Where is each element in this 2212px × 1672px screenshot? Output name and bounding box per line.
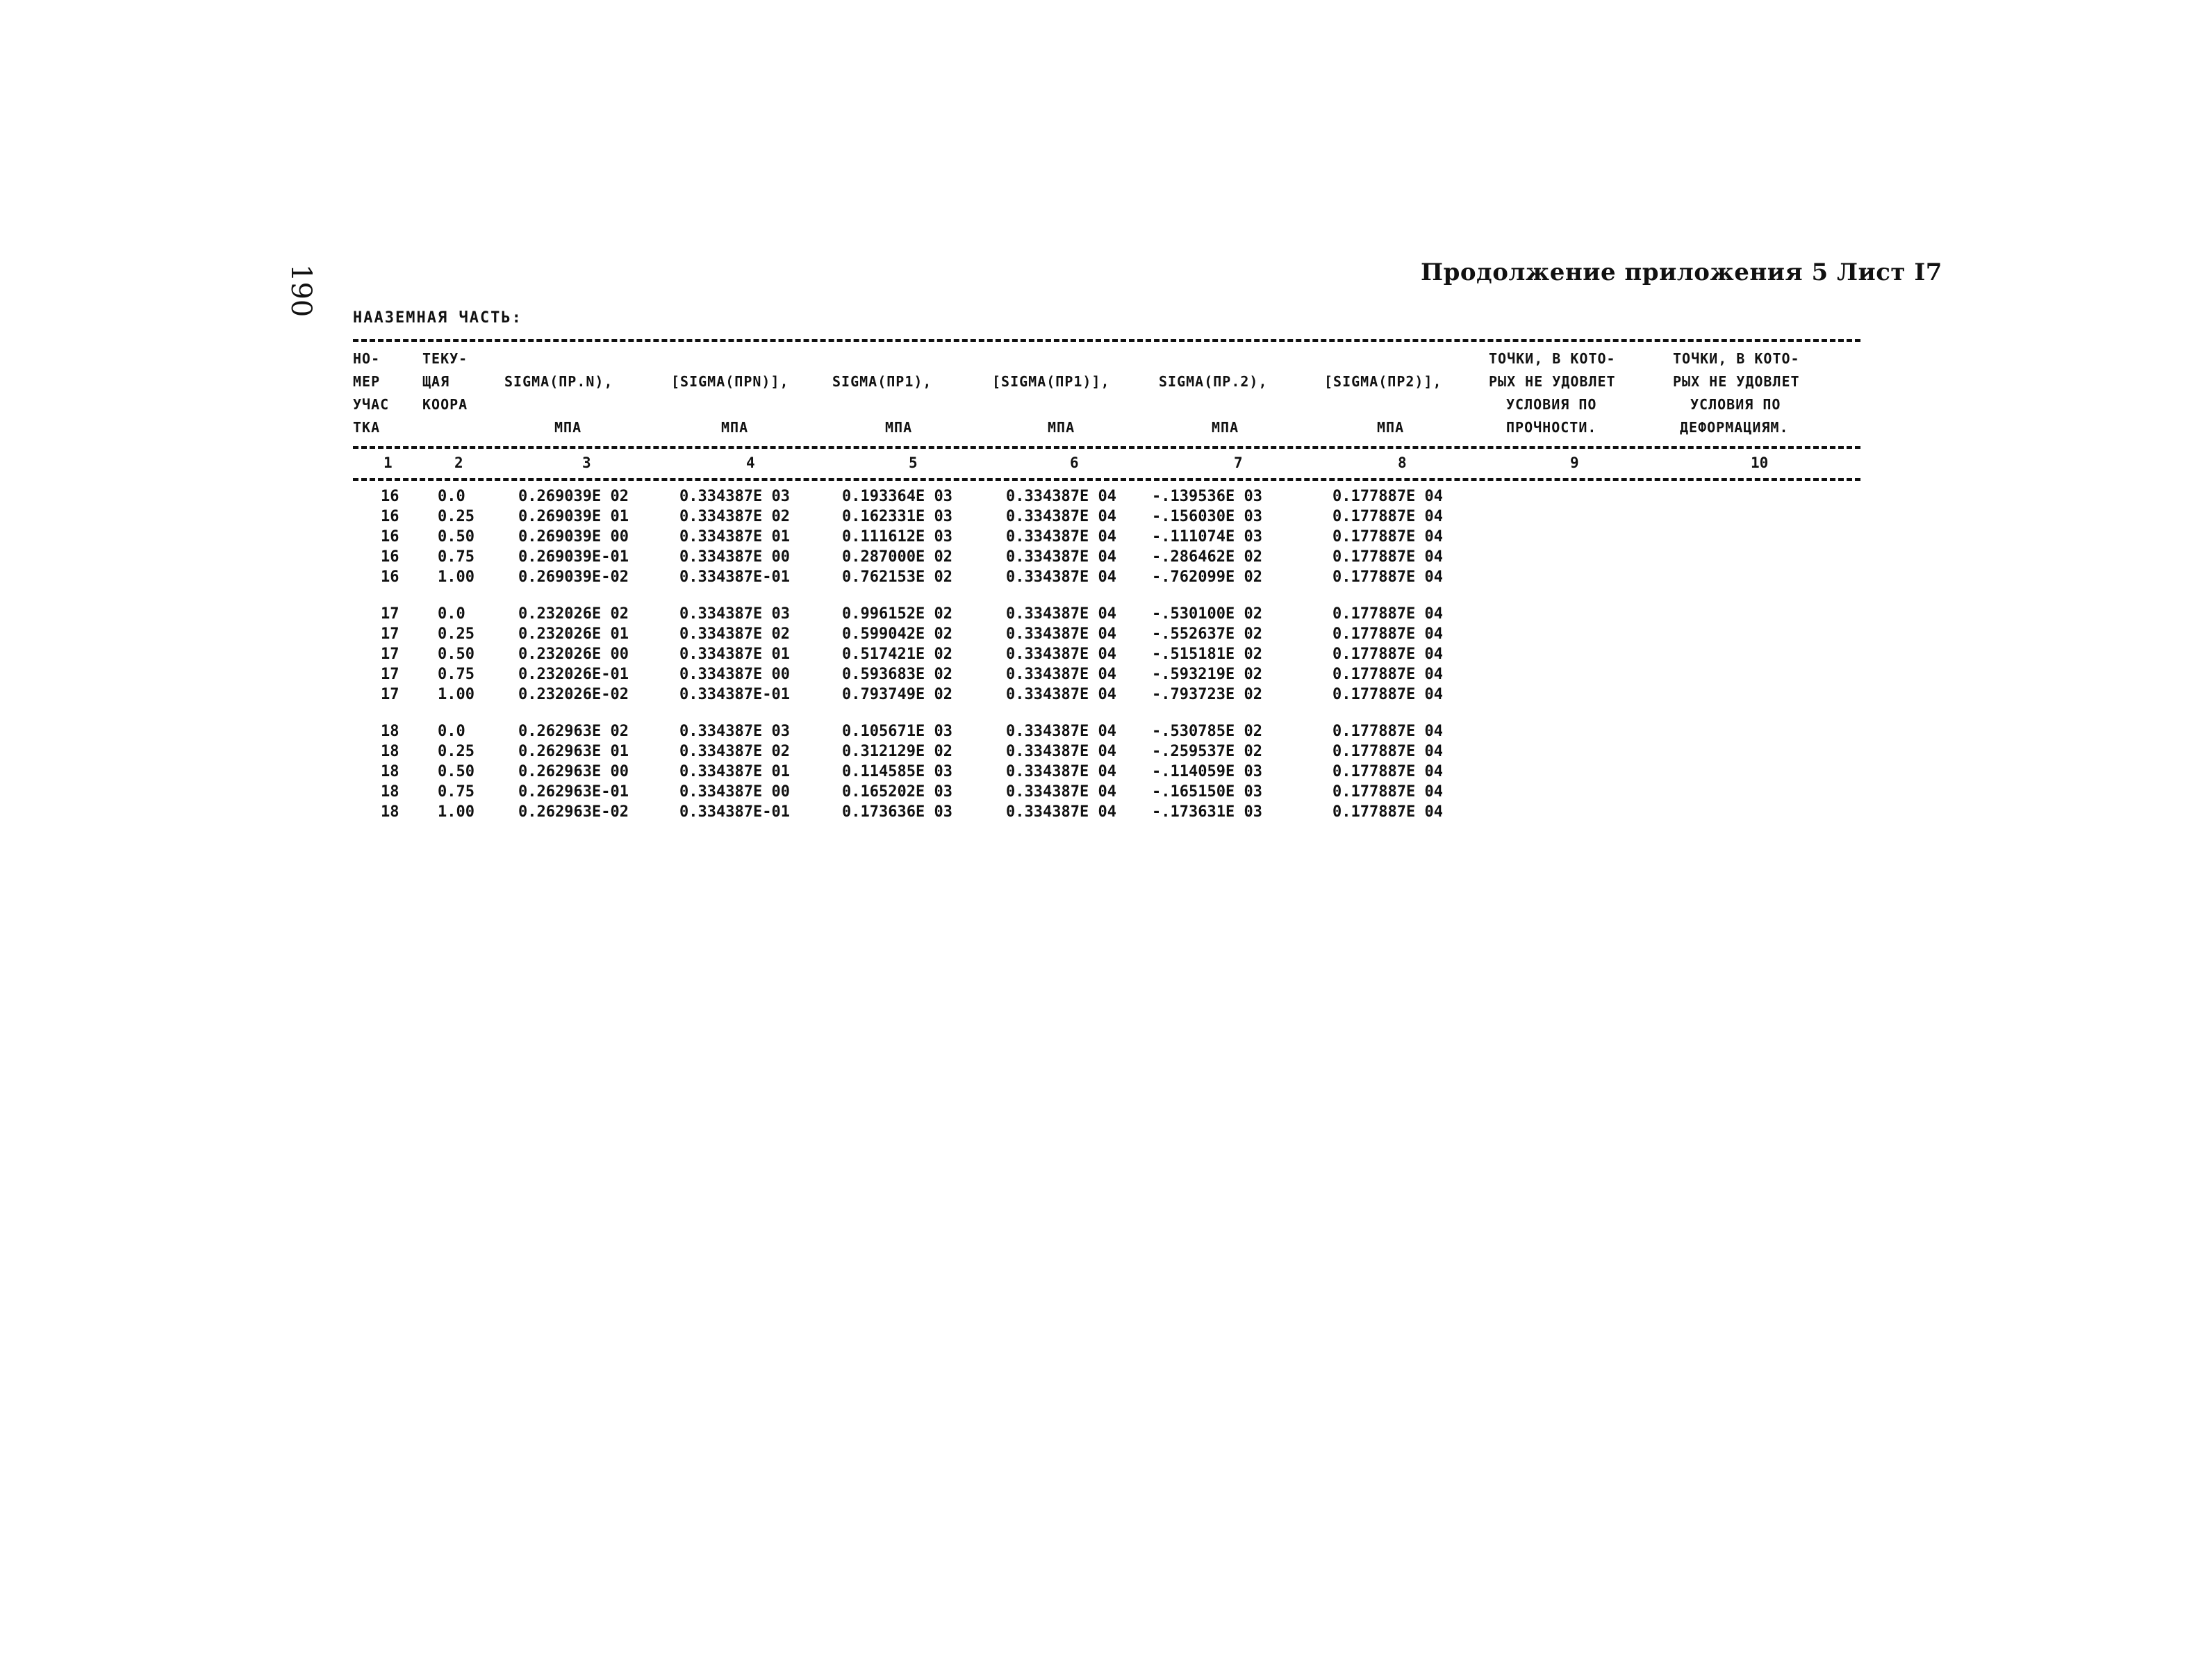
table-cell: 0.517421E 02: [842, 646, 952, 663]
table-cell: -.111074E 03: [1152, 528, 1262, 546]
table-cell: 0.50: [438, 646, 474, 663]
table-cell: -.793723E 02: [1152, 686, 1262, 703]
table-cell: 0.193364E 03: [842, 488, 952, 505]
table-cell: 0.111612E 03: [842, 528, 952, 546]
table-cell: 0.177887E 04: [1332, 548, 1443, 566]
table-cell: 0.334387E 00: [679, 783, 790, 801]
table-cell: -.552637E 02: [1152, 625, 1262, 643]
table-cell: 0.262963E-02: [518, 803, 629, 821]
header-col9-line1: ТОЧКИ, В КОТО-: [1489, 350, 1616, 367]
table-header: [353, 342, 1860, 446]
table-row: [353, 666, 1860, 686]
table-cell: 0.177887E 04: [1332, 686, 1443, 703]
table-cell: 0.177887E 04: [1332, 763, 1443, 780]
col-index: 1: [383, 454, 393, 471]
table-cell: 0.334387E 02: [679, 743, 790, 760]
table-cell: 0.177887E 04: [1332, 528, 1443, 546]
page-number: 190: [285, 264, 317, 318]
table-row: [353, 743, 1860, 763]
header-col1-line2: МЕР: [353, 373, 381, 390]
table-cell: 0.269039E-02: [518, 568, 629, 586]
table-cell: -.259537E 02: [1152, 743, 1262, 760]
table-cell: 1.00: [438, 803, 474, 821]
table-cell: 0.334387E 04: [1006, 488, 1116, 505]
header-col10-line1: ТОЧКИ, В КОТО-: [1673, 350, 1800, 367]
table-row: [353, 803, 1860, 823]
row-group: [353, 605, 1860, 706]
table-row: [353, 686, 1860, 706]
table-cell: -.173631E 03: [1152, 803, 1262, 821]
table-cell: 0.162331E 03: [842, 508, 952, 525]
table-row: [353, 723, 1860, 743]
table-cell: 0.50: [438, 763, 474, 780]
table-cell: 0.793749E 02: [842, 686, 952, 703]
table-cell: 0.334387E 04: [1006, 723, 1116, 740]
table-cell: 0.334387E 04: [1006, 508, 1116, 525]
table-cell: 0.177887E 04: [1332, 666, 1443, 683]
table-cell: 1.00: [438, 686, 474, 703]
col-index: 10: [1751, 454, 1769, 471]
results-table: [353, 339, 1860, 840]
table-cell: 0.334387E 01: [679, 763, 790, 780]
column-index-row: [353, 449, 1860, 478]
header-col4-line1: [SIGMA(ПРN)],: [671, 373, 789, 390]
table-cell: 0.334387E 01: [679, 528, 790, 546]
table-cell: 0.75: [438, 548, 474, 566]
table-cell: 0.177887E 04: [1332, 508, 1443, 525]
col-index: 7: [1234, 454, 1243, 471]
table-cell: 0.232026E-02: [518, 686, 629, 703]
table-cell: 0.177887E 04: [1332, 568, 1443, 586]
row-group: [353, 488, 1860, 589]
table-cell: 0.25: [438, 625, 474, 643]
table-cell: 16: [381, 488, 399, 505]
col-index: 6: [1070, 454, 1079, 471]
table-cell: -.762099E 02: [1152, 568, 1262, 586]
table-cell: 0.177887E 04: [1332, 605, 1443, 623]
table-cell: 0.334387E 02: [679, 625, 790, 643]
table-cell: 0.177887E 04: [1332, 488, 1443, 505]
table-cell: 16: [381, 548, 399, 566]
table-cell: -.593219E 02: [1152, 666, 1262, 683]
header-col9-line2: РЫХ НЕ УДОВЛЕТ: [1489, 373, 1616, 390]
table-cell: 17: [381, 625, 399, 643]
table-cell: -.515181E 02: [1152, 646, 1262, 663]
table-cell: 0.334387E 04: [1006, 605, 1116, 623]
table-cell: 0.334387E 03: [679, 723, 790, 740]
header-col10-line3: УСЛОВИЯ ПО: [1690, 396, 1781, 413]
table-cell: 0.996152E 02: [842, 605, 952, 623]
table-cell: 17: [381, 686, 399, 703]
table-cell: 0.177887E 04: [1332, 723, 1443, 740]
table-cell: 17: [381, 605, 399, 623]
table-cell: 0.0: [438, 488, 465, 505]
table-cell: 0.177887E 04: [1332, 743, 1443, 760]
header-col10-line2: РЫХ НЕ УДОВЛЕТ: [1673, 373, 1800, 390]
table-cell: 0.334387E 03: [679, 488, 790, 505]
table-cell: 0.334387E 01: [679, 646, 790, 663]
table-row: [353, 508, 1860, 528]
table-cell: -.165150E 03: [1152, 783, 1262, 801]
header-col5-line2: МПА: [885, 419, 913, 436]
table-cell: 0.334387E 03: [679, 605, 790, 623]
table-row: [353, 763, 1860, 783]
table-cell: 0.334387E 00: [679, 666, 790, 683]
table-cell: 18: [381, 723, 399, 740]
table-cell: 0.334387E 04: [1006, 803, 1116, 821]
table-cell: 0.269039E 00: [518, 528, 629, 546]
header-col4-line2: МПА: [721, 419, 749, 436]
table-row: [353, 488, 1860, 508]
table-cell: 0.0: [438, 723, 465, 740]
header-col2-line1: ТЕКУ-: [422, 350, 468, 367]
header-col3-line2: МПА: [554, 419, 582, 436]
table-cell: 0.177887E 04: [1332, 783, 1443, 801]
section-title: НААЗЕМНАЯ ЧАСТЬ:: [353, 309, 522, 327]
table-cell: 0.262963E-01: [518, 783, 629, 801]
table-cell: 0.25: [438, 743, 474, 760]
table-cell: 0.334387E 04: [1006, 743, 1116, 760]
table-cell: -.286462E 02: [1152, 548, 1262, 566]
table-cell: 0.262963E 00: [518, 763, 629, 780]
table-cell: 0.25: [438, 508, 474, 525]
table-cell: -.114059E 03: [1152, 763, 1262, 780]
table-cell: -.139536E 03: [1152, 488, 1262, 505]
table-cell: 0.262963E 01: [518, 743, 629, 760]
header-col1-line4: ТКА: [353, 419, 381, 436]
table-cell: 0.75: [438, 783, 474, 801]
header-col1-line3: УЧАС: [353, 396, 390, 413]
table-cell: 16: [381, 528, 399, 546]
col-index: 2: [454, 454, 463, 471]
table-cell: 0.334387E-01: [679, 568, 790, 586]
table-cell: 0.287000E 02: [842, 548, 952, 566]
header-col8-line1: [SIGMA(ПР2)],: [1324, 373, 1442, 390]
table-cell: 0.0: [438, 605, 465, 623]
table-cell: 0.334387E-01: [679, 686, 790, 703]
table-cell: -.530785E 02: [1152, 723, 1262, 740]
table-cell: 0.177887E 04: [1332, 803, 1443, 821]
table-row: [353, 783, 1860, 803]
table-cell: 0.232026E 02: [518, 605, 629, 623]
table-cell: 0.232026E-01: [518, 666, 629, 683]
row-group: [353, 723, 1860, 823]
table-cell: 0.334387E 04: [1006, 783, 1116, 801]
table-row: [353, 625, 1860, 646]
table-row: [353, 548, 1860, 568]
table-cell: 0.105671E 03: [842, 723, 952, 740]
table-cell: 0.334387E 04: [1006, 763, 1116, 780]
table-cell: 0.50: [438, 528, 474, 546]
header-col8-line2: МПА: [1377, 419, 1405, 436]
table-cell: 0.334387E 04: [1006, 666, 1116, 683]
header-col3-line1: SIGMA(ПР.N),: [504, 373, 613, 390]
col-index: 5: [909, 454, 918, 471]
table-row: [353, 605, 1860, 625]
table-cell: 18: [381, 803, 399, 821]
table-cell: 0.262963E 02: [518, 723, 629, 740]
table-cell: -.530100E 02: [1152, 605, 1262, 623]
table-cell: 0.232026E 01: [518, 625, 629, 643]
table-cell: 0.762153E 02: [842, 568, 952, 586]
header-col7-line2: МПА: [1212, 419, 1239, 436]
header-col6-line2: МПА: [1048, 419, 1075, 436]
table-cell: 0.334387E 00: [679, 548, 790, 566]
col-index: 8: [1398, 454, 1407, 471]
table-cell: 0.334387E-01: [679, 803, 790, 821]
col-index: 3: [582, 454, 591, 471]
table-cell: 17: [381, 666, 399, 683]
col-index: 4: [746, 454, 755, 471]
header-col7-line1: SIGMA(ПР.2),: [1159, 373, 1268, 390]
header-col9-line4: ПРОЧНОСТИ.: [1506, 419, 1597, 436]
table-cell: 0.334387E 04: [1006, 646, 1116, 663]
header-col2-line3: КООРА: [422, 396, 468, 413]
table-cell: 0.334387E 04: [1006, 548, 1116, 566]
table-cell: 0.334387E 04: [1006, 528, 1116, 546]
table-cell: 0.75: [438, 666, 474, 683]
table-cell: 0.173636E 03: [842, 803, 952, 821]
table-row: [353, 528, 1860, 548]
table-cell: 0.177887E 04: [1332, 625, 1443, 643]
table-cell: 1.00: [438, 568, 474, 586]
table-cell: 0.334387E 02: [679, 508, 790, 525]
header-col5-line1: SIGMA(ПР1),: [832, 373, 932, 390]
table-cell: 0.334387E 04: [1006, 625, 1116, 643]
table-cell: 0.269039E 02: [518, 488, 629, 505]
table-cell: 0.269039E-01: [518, 548, 629, 566]
col-index: 9: [1570, 454, 1579, 471]
table-row: [353, 568, 1860, 589]
table-cell: 0.334387E 04: [1006, 686, 1116, 703]
header-col10-line4: ДЕФОРМАЦИЯМ.: [1680, 419, 1789, 436]
table-body: [353, 488, 1860, 823]
table-cell: 0.599042E 02: [842, 625, 952, 643]
table-cell: 0.334387E 04: [1006, 568, 1116, 586]
table-cell: 18: [381, 763, 399, 780]
table-cell: 0.593683E 02: [842, 666, 952, 683]
table-cell: 0.269039E 01: [518, 508, 629, 525]
table-cell: 17: [381, 646, 399, 663]
header-col9-line3: УСЛОВИЯ ПО: [1506, 396, 1597, 413]
table-cell: 0.165202E 03: [842, 783, 952, 801]
table-cell: -.156030E 03: [1152, 508, 1262, 525]
sheet-header: Продолжение приложения 5 Лист I7: [1421, 259, 1942, 286]
table-row: [353, 646, 1860, 666]
index-divider: [353, 478, 1860, 481]
table-cell: 0.177887E 04: [1332, 646, 1443, 663]
table-cell: 0.232026E 00: [518, 646, 629, 663]
table-cell: 18: [381, 783, 399, 801]
table-cell: 18: [381, 743, 399, 760]
header-col2-line2: ЩАЯ: [422, 373, 450, 390]
header-col1-line1: НО-: [353, 350, 381, 367]
table-cell: 0.114585E 03: [842, 763, 952, 780]
header-col6-line1: [SIGMA(ПР1)],: [992, 373, 1110, 390]
table-cell: 16: [381, 568, 399, 586]
table-cell: 16: [381, 508, 399, 525]
table-cell: 0.312129E 02: [842, 743, 952, 760]
